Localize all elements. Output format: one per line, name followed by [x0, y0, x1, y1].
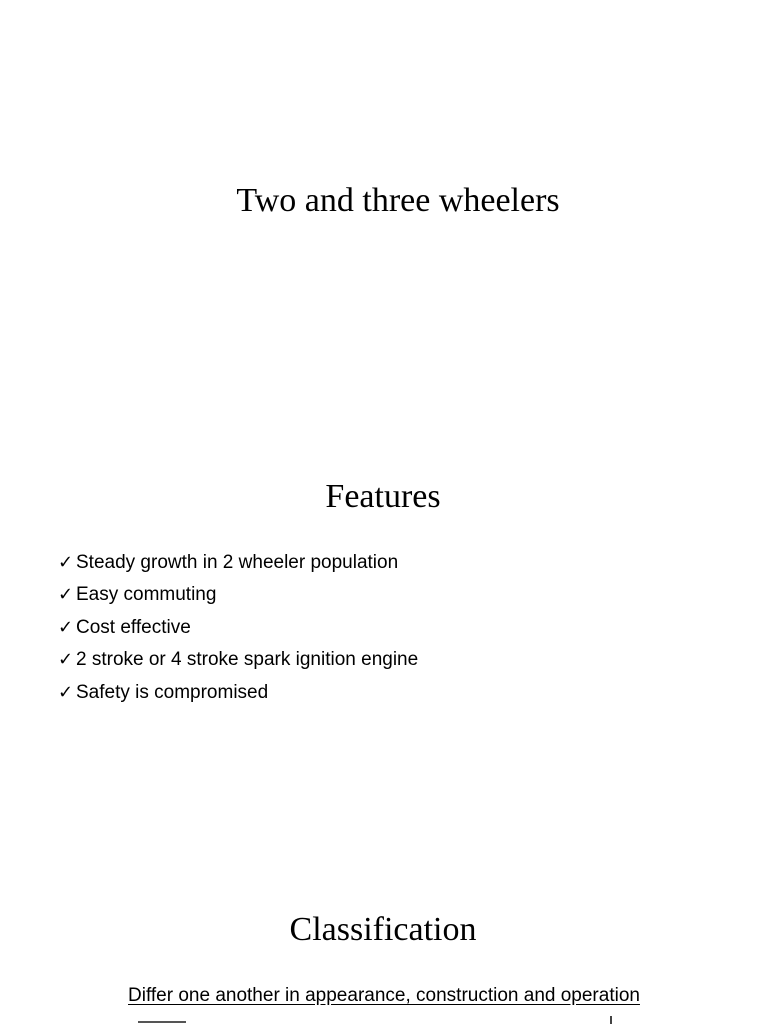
cropped-image-left — [138, 1016, 188, 1024]
list-item-text: Steady growth in 2 wheeler population — [76, 552, 399, 573]
checkmark-icon: ✓ — [58, 681, 74, 703]
list-item — [58, 580, 418, 612]
checkmark-icon: ✓ — [58, 584, 74, 606]
list-item — [58, 548, 418, 580]
page-title: Two and three wheelers — [236, 182, 560, 219]
checkmark-icon: ✓ — [58, 552, 74, 573]
list-item-text: Cost effective — [76, 616, 191, 638]
cropped-image-right — [606, 1016, 616, 1024]
list-item — [58, 678, 418, 710]
checkmark-icon: ✓ — [58, 649, 74, 671]
list-item — [58, 645, 418, 677]
classification-subtitle — [0, 983, 768, 1009]
list-item-text: Safety is compromised — [76, 681, 269, 703]
list-item-text: 2 stroke or 4 stroke spark ignition engine — [76, 649, 419, 671]
list-item — [58, 613, 418, 645]
features-heading: Features — [325, 478, 441, 515]
features-list — [58, 548, 418, 710]
checkmark-icon: ✓ — [58, 616, 74, 638]
classification-heading: Classification — [289, 911, 477, 948]
classification-subtitle-text: Differ one another in appearance, construction and operation — [128, 985, 640, 1006]
list-item-text: Easy commuting — [76, 584, 217, 606]
